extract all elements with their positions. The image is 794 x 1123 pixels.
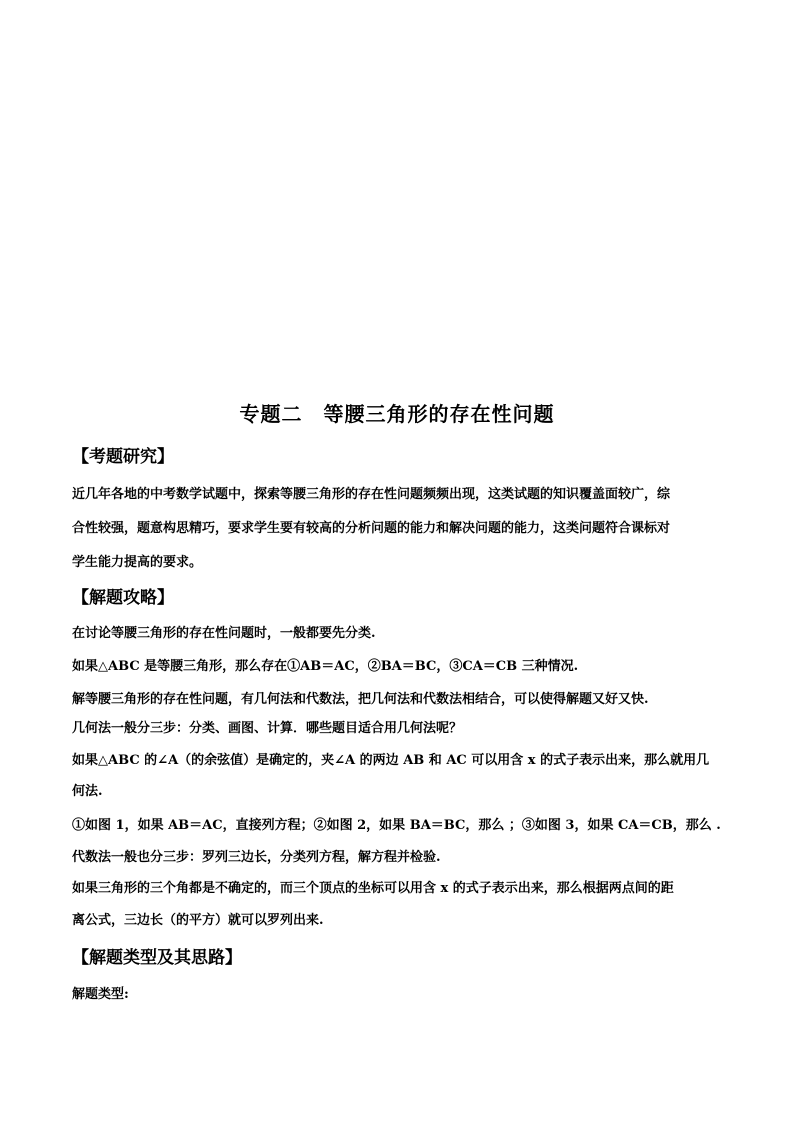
- paragraph-line: 如果三角形的三个角都是不确定的，而三个顶点的坐标可以用含 x 的式子表示出来，那么根据两点间的距: [72, 881, 674, 896]
- paragraph-line: 何法.: [72, 784, 103, 799]
- paragraph-line: ①如图 1，如果 AB＝AC，直接列方程；②如图 2，如果 BA＝BC，那么 ；③如图 3，如果 CA＝CB，那么 .: [72, 818, 721, 833]
- paragraph-line: 学生能力提高的要求。: [72, 555, 203, 570]
- paragraph-line: 在讨论等腰三角形的存在性问题时，一般都要先分类.: [72, 626, 376, 641]
- paragraph-line: 代数法一般也分三步：罗列三边长，分类列方程，解方程并检验.: [72, 850, 441, 865]
- paragraph-line: 近几年各地的中考数学试题中，探索等腰三角形的存在性问题频频出现，这类试题的知识覆盖面较广，综: [72, 487, 671, 502]
- section-heading-types: 【解题类型及其思路】: [72, 948, 242, 968]
- paragraph-line: 如果△ABC 是等腰三角形，那么存在①AB＝AC，②BA＝BC，③CA＝CB 三种情况.: [72, 659, 579, 674]
- paragraph-line: 解题类型:: [72, 987, 129, 1002]
- paragraph-line: 离公式，三边长（的平方）就可以罗列出来.: [72, 913, 324, 928]
- section-heading-strategy: 【解题攻略】: [72, 588, 174, 608]
- paragraph-line: 解等腰三角形的存在性问题，有几何法和代数法，把几何法和代数法相结合，可以使得解题又好又快.: [72, 692, 649, 707]
- section-heading-research: 【考题研究】: [72, 447, 174, 467]
- page-title: 专题二 等腰三角形的存在性问题: [239, 402, 555, 426]
- paragraph-line: 几何法一般分三步：分类、画图、计算．哪些题目适合用几何法呢？: [72, 721, 463, 736]
- paragraph-line: 如果△ABC 的∠A（的余弦值）是确定的，夹∠A 的两边 AB 和 AC 可以用含 x 的式子表示出来，那么就用几: [72, 753, 710, 768]
- paragraph-line: 合性较强，题意构思精巧，要求学生要有较高的分析问题的能力和解决问题的能力，这类问题符合课标对: [72, 521, 671, 536]
